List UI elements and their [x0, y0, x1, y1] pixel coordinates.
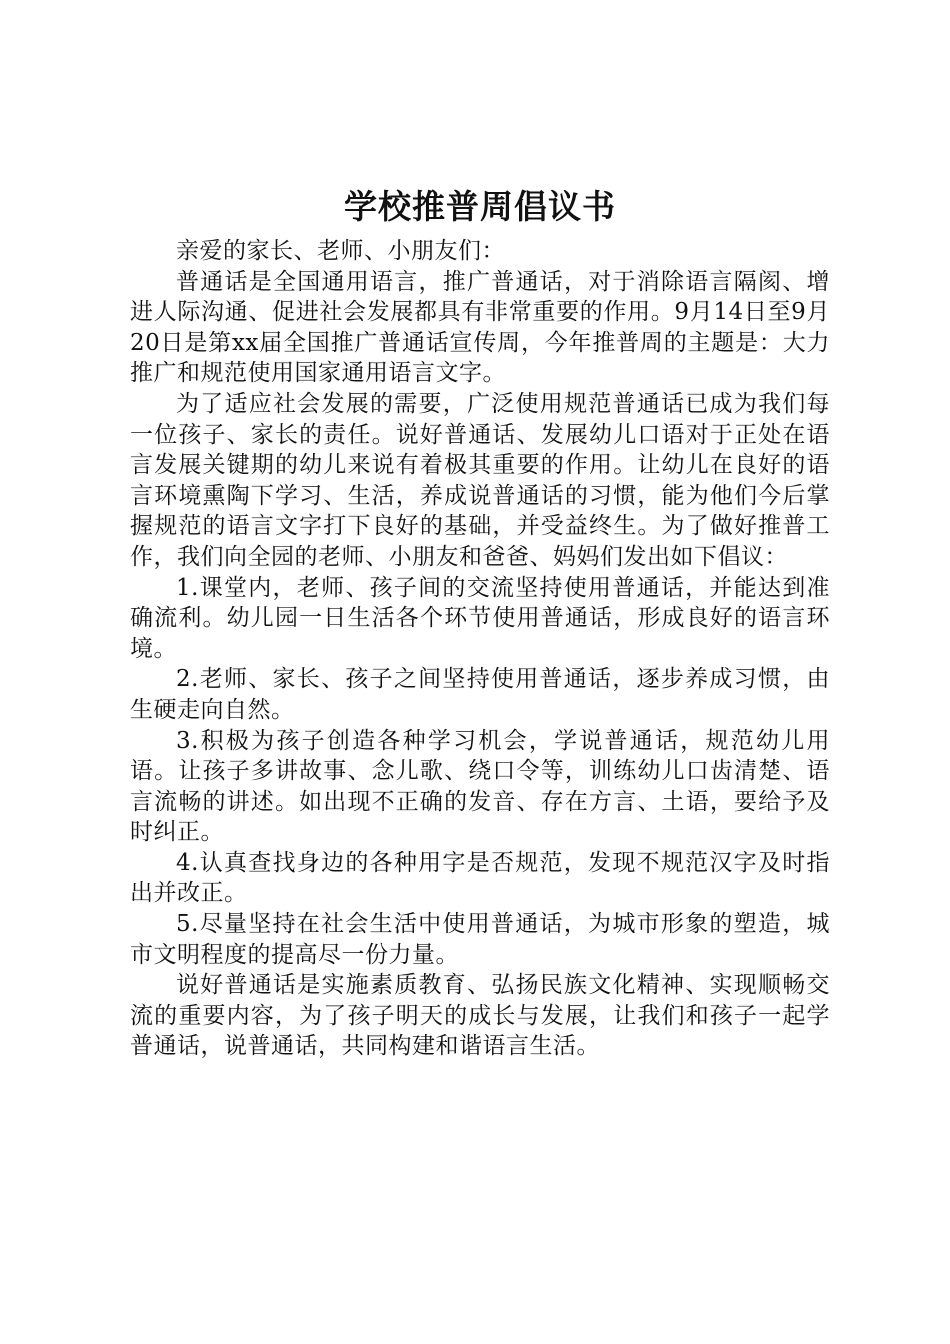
proposal-item-3: 3.积极为孩子创造各种学习机会，学说普通话，规范幼儿用语。让孩子多讲故事、念儿歌、绕口令等，训练幼儿口齿清楚、语言流畅的讲述。如出现不正确的发音、存在方言、土语，要给予及时纠正。	[130, 727, 830, 846]
paragraph-intro: 普通话是全国通用语言，推广普通话，对于消除语言隔阂、增进人际沟通、促进社会发展都具有非常重要的作用。9月14日至9月20日是第xx届全国推广普通话宣传周，今年推普周的主题是：大力推广和规范使用国家通用语言文字。	[130, 268, 830, 387]
document-page	[130, 182, 830, 1062]
paragraph-closing: 说好普通话是实施素质教育、弘扬民族文化精神、实现顺畅交流的重要内容，为了孩子明天的成长与发展，让我们和孩子一起学普通话，说普通话，共同构建和谐语言生活。	[130, 972, 830, 1060]
proposal-item-1: 1.课堂内，老师、孩子间的交流坚持使用普通话，并能达到准确流利。幼儿园一日生活各个环节使用普通话，形成良好的语言环境。	[130, 574, 830, 662]
paragraph-purpose: 为了适应社会发展的需要，广泛使用规范普通话已成为我们每一位孩子、家长的责任。说好普通话、发展幼儿口语对于正处在语言发展关键期的幼儿来说有着极其重要的作用。让幼儿在良好的语言环境熏陶下学习、生活，养成说普通话的习惯，能为他们今后掌握规范的语言文字打下良好的基础，并受益终生。为了做好推普工作，我们向全园的老师、小朋友和爸爸、妈妈们发出如下倡议：	[130, 390, 830, 570]
proposal-item-2: 2.老师、家长、孩子之间坚持使用普通话，逐步养成习惯，由生硬走向自然。	[130, 666, 830, 723]
proposal-item-5: 5.尽量坚持在社会生活中使用普通话，为城市形象的塑造，城市文明程度的提高尽一份力量。	[130, 911, 830, 968]
proposal-item-4: 4.认真查找身边的各种用字是否规范，发现不规范汉字及时指出并改正。	[130, 849, 830, 907]
greeting: 亲爱的家长、老师、小朋友们：	[176, 238, 505, 264]
document-title: 学校推普周倡议书	[344, 187, 616, 226]
